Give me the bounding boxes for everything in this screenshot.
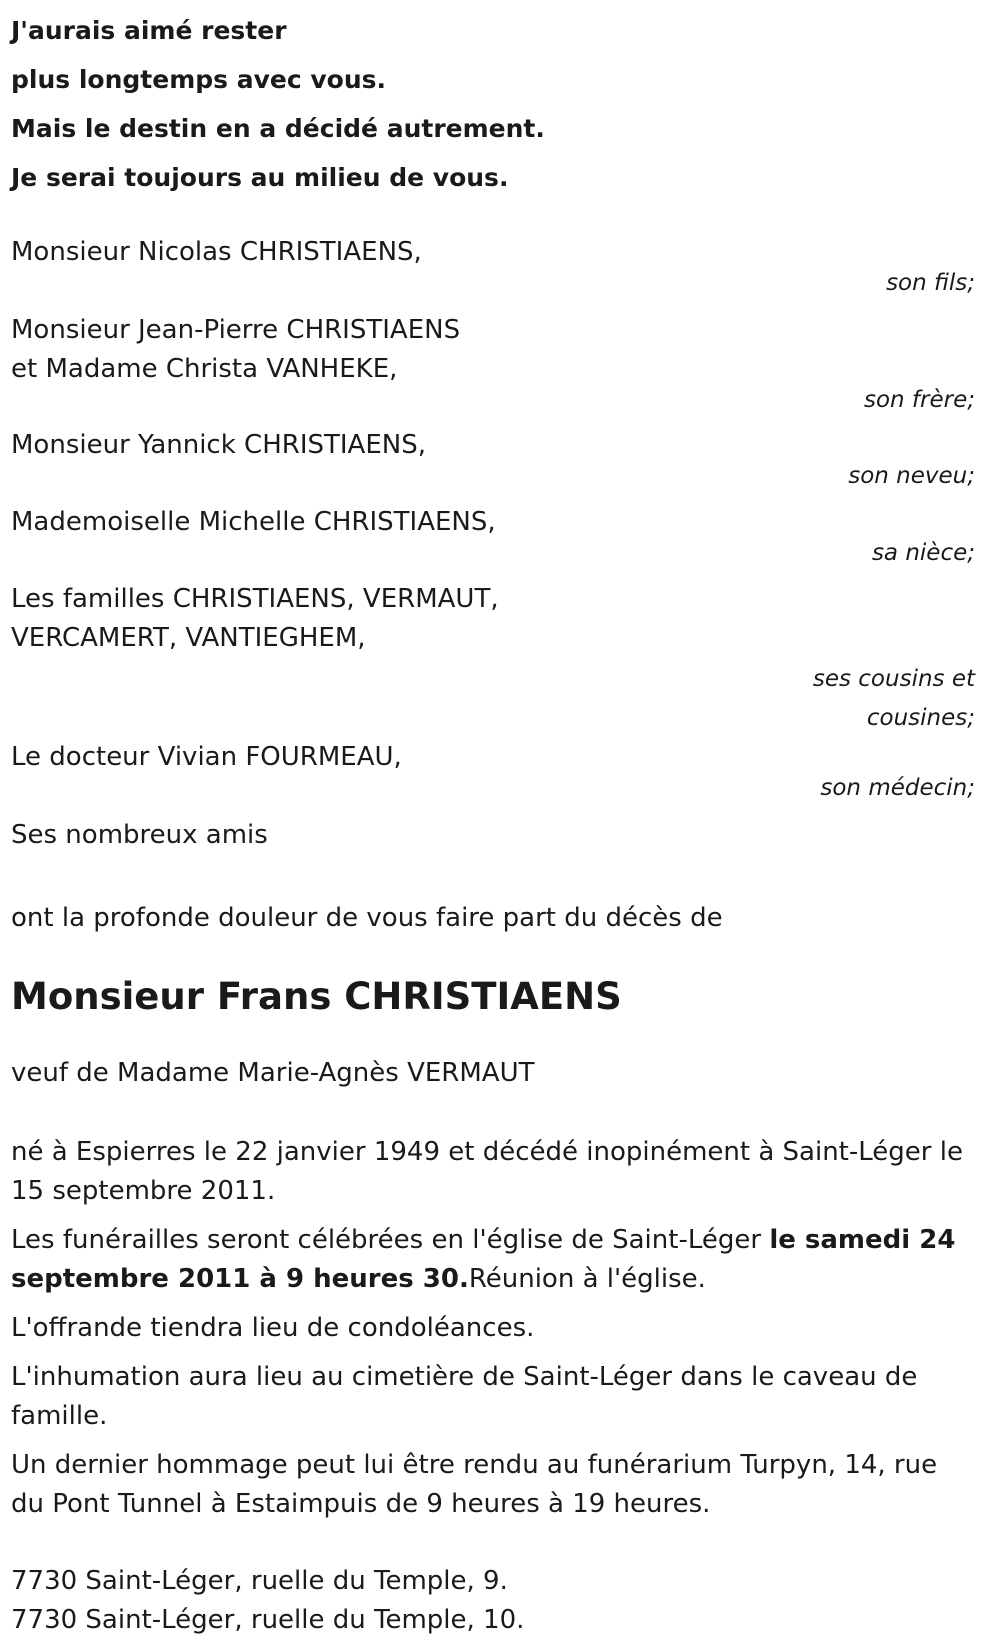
family-entry-relation: son frère; xyxy=(863,387,975,413)
family-entry-relation: son fils; xyxy=(886,270,975,296)
burial-text: L'inhumation aura lieu au cimetière de Saint-Léger dans le caveau de famille. xyxy=(11,1362,918,1431)
family-entry-relation: sa nièce; xyxy=(871,540,975,566)
family-entry-name: Monsieur Nicolas CHRISTIAENS, xyxy=(11,237,422,267)
obituary-page xyxy=(11,0,975,1640)
address-line: 7730 Saint-Léger, ruelle du Temple, 9. xyxy=(11,1566,508,1596)
poem-line: Mais le destin en a décidé autrement. xyxy=(11,114,545,143)
funeral-date: le samedi 24 septembre 2011 à 9 heures 30. xyxy=(11,1225,956,1294)
deceased-name: Monsieur Frans CHRISTIAENS xyxy=(11,975,622,1018)
poem-line: plus longtemps avec vous. xyxy=(11,65,387,94)
family-entry xyxy=(11,738,975,800)
family-entry-name: Monsieur Jean-Pierre CHRISTIAENS et Madame Christa VANHEKE, xyxy=(11,315,461,384)
announcement-intro: ont la profonde douleur de vous faire part du décès de xyxy=(11,903,723,933)
tribute-text: Un dernier hommage peut lui être rendu au funérarium Turpyn, 14, rue du Pont Tunnel à Estaimpuis de 9 heures à 19 heures. xyxy=(11,1450,938,1519)
funeral-text: Les funérailles seront célébrées en l'église de Saint-Léger le samedi 24 septembre 2011 à 9 heures 30.Réunion à l'église. xyxy=(11,1225,956,1294)
family-entry xyxy=(11,426,975,488)
birth-death-text: né à Espierres le 22 janvier 1949 et décédé inopinément à Saint-Léger le 15 septembre 2011. xyxy=(11,1137,963,1206)
poem-line: Je serai toujours au milieu de vous. xyxy=(11,163,509,192)
funeral-details xyxy=(11,1133,975,1524)
family-entry xyxy=(11,580,975,738)
widow-line: veuf de Madame Marie-Agnès VERMAUT xyxy=(11,1058,535,1088)
family-entry-relation: son médecin; xyxy=(820,775,975,801)
family-entry xyxy=(11,503,975,565)
family-entry xyxy=(11,816,975,855)
family-entry xyxy=(11,233,975,295)
address-line: 7730 Saint-Léger, ruelle du Temple, 10. xyxy=(11,1605,525,1635)
family-entry-relation: son neveu; xyxy=(848,463,975,489)
poem xyxy=(11,6,975,202)
family-entry-relation: ses cousins et cousines; xyxy=(812,666,975,731)
offering-text: L'offrande tiendra lieu de condoléances. xyxy=(11,1313,535,1343)
family-entry-name: Ses nombreux amis xyxy=(11,820,268,850)
family-entry-name: Le docteur Vivian FOURMEAU, xyxy=(11,742,402,772)
address-list xyxy=(11,1562,975,1640)
family-entry-name: Monsieur Yannick CHRISTIAENS, xyxy=(11,430,426,460)
family-list xyxy=(11,233,975,855)
family-entry xyxy=(11,311,975,412)
poem-line: J'aurais aimé rester xyxy=(11,16,287,45)
family-entry-name: Les familles CHRISTIAENS, VERMAUT, VERCAMERT, VANTIEGHEM, xyxy=(11,584,499,653)
family-entry-name: Mademoiselle Michelle CHRISTIAENS, xyxy=(11,507,496,537)
